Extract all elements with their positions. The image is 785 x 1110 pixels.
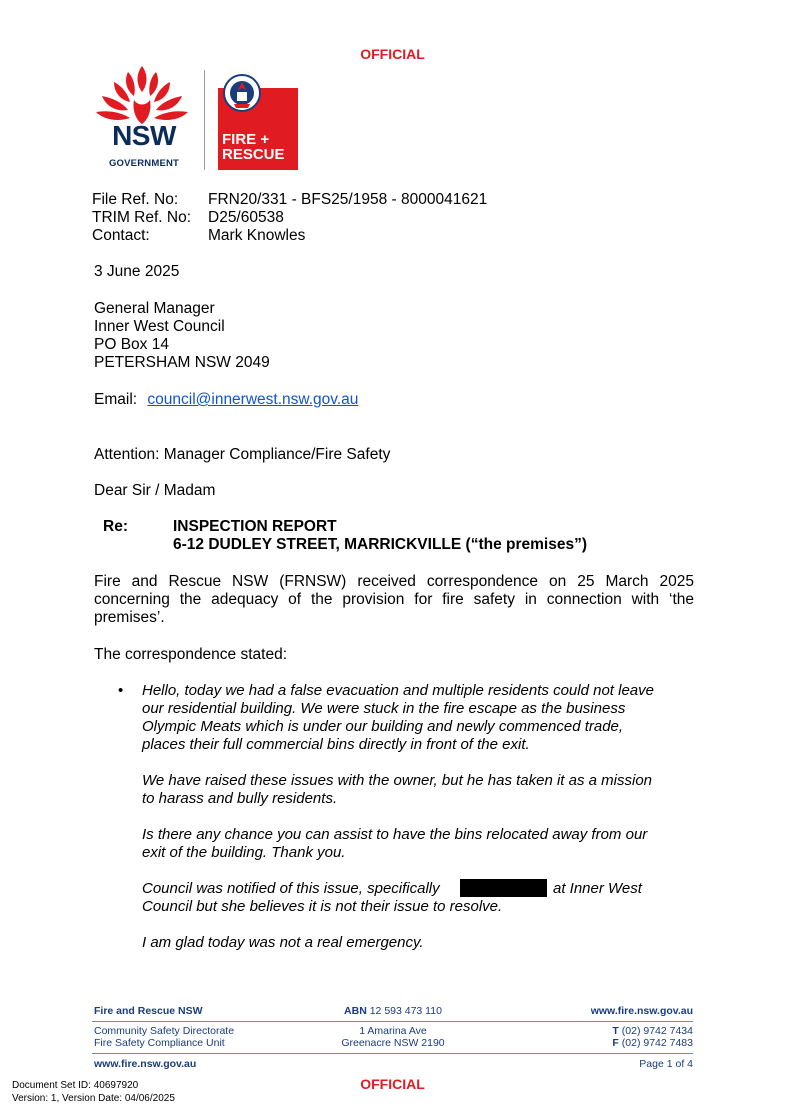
quote-p1-line3: Olympic Meats which is under our building and newly commenced trade, <box>142 718 624 735</box>
footer-tel-label: T <box>612 1025 619 1037</box>
footer-abn-value: 12 593 473 110 <box>369 1005 442 1017</box>
quote-p2-line2: to harass and bully residents. <box>142 790 338 807</box>
footer-page-number: Page 1 of 4 <box>639 1058 693 1070</box>
trim-ref-label: TRIM Ref. No: <box>92 209 192 226</box>
fire-rescue-crest-icon <box>222 72 262 114</box>
body-para1-line1: Fire and Rescue NSW (FRNSW) received correspondence on 25 March 2025 <box>94 573 694 590</box>
footer-dept-2: Fire Safety Compliance Unit <box>94 1037 225 1049</box>
fire-rescue-logo-text <box>222 132 285 162</box>
file-ref-value: FRN20/331 - BFS25/1958 - 8000041621 <box>208 191 488 208</box>
quote-p1-line2: our residential building. We were stuck in the fire escape as the business <box>142 700 626 717</box>
footer-fax-value: (02) 9742 7483 <box>621 1037 693 1049</box>
footer-addr-2: Greenacre NSW 2190 <box>341 1037 445 1049</box>
nsw-logo-text: NSW <box>112 120 176 151</box>
quote-p2-line1: We have raised these issues with the owner, but he has taken it as a mission <box>142 772 652 789</box>
footer-abn-label: ABN <box>344 1005 367 1017</box>
redaction-block <box>460 879 547 897</box>
file-ref-row <box>92 191 487 209</box>
address-line-2: Inner West Council <box>94 318 225 335</box>
quote-p4-line1b: at Inner West <box>553 880 642 897</box>
salutation: Dear Sir / Madam <box>94 482 216 499</box>
quote-p1-line4: places their full commercial bins directly in front of the exit. <box>142 736 530 753</box>
re-line-2: 6-12 DUDLEY STREET, MARRICKVILLE (“the premises”) <box>173 536 587 553</box>
address-line-4: PETERSHAM NSW 2049 <box>94 354 270 371</box>
body-para1-line3: premises’. <box>94 609 165 626</box>
file-ref-label: File Ref. No: <box>92 191 179 208</box>
footer-fax-label: F <box>612 1037 619 1049</box>
re-label: Re: <box>103 518 128 535</box>
logo-divider <box>204 70 205 170</box>
contact-label: Contact: <box>92 227 150 244</box>
email-link[interactable]: council@innerwest.nsw.gov.au <box>147 391 359 408</box>
nsw-waratah-logo <box>94 66 190 126</box>
contact-value: Mark Knowles <box>208 227 306 244</box>
footer-tel <box>493 1025 693 1037</box>
footer-tel-value: (02) 9742 7434 <box>621 1025 693 1037</box>
footer-website-2[interactable]: www.fire.nsw.gov.au <box>94 1058 197 1070</box>
quote-p3-line1: Is there any chance you can assist to have the bins relocated away from our <box>142 826 648 843</box>
address-line-1: General Manager <box>94 300 215 317</box>
quote-bullet: • <box>118 682 124 699</box>
classification-top: OFFICIAL <box>360 46 425 62</box>
letter-date: 3 June 2025 <box>94 263 180 280</box>
footer-org: Fire and Rescue NSW <box>94 1005 203 1017</box>
body-para1-line2: concerning the adequacy of the provision for fire safety in connection with ‘the <box>94 591 694 608</box>
footer-fax <box>493 1037 693 1049</box>
footer-abn <box>293 1005 493 1017</box>
quote-p4-line2: Council but she believes it is not their issue to resolve. <box>142 898 503 915</box>
footer-rule-top <box>92 1021 693 1022</box>
footer-dept-1: Community Safety Directorate <box>94 1025 235 1037</box>
trim-ref-row <box>92 209 284 227</box>
fire-rescue-line2: RESCUE <box>222 146 285 163</box>
quote-p1-line1: Hello, today we had a false evacuation and multiple residents could not leave <box>142 682 654 699</box>
contact-row <box>92 227 305 245</box>
classification-bottom: OFFICIAL <box>360 1076 425 1092</box>
attention-line: Attention: Manager Compliance/Fire Safety <box>94 446 391 463</box>
nsw-logo-subtext: GOVERNMENT <box>108 158 180 169</box>
email-label: Email: <box>94 391 138 408</box>
doc-version: Version: 1, Version Date: 04/06/2025 <box>12 1093 175 1104</box>
re-line-1: INSPECTION REPORT <box>173 518 337 535</box>
footer-addr-1: 1 Amarina Ave <box>359 1025 427 1037</box>
fire-rescue-line1: FIRE + <box>222 131 270 148</box>
body-para2: The correspondence stated: <box>94 646 288 663</box>
footer-website[interactable]: www.fire.nsw.gov.au <box>590 1005 693 1017</box>
address-line-3: PO Box 14 <box>94 336 169 353</box>
trim-ref-value: D25/60538 <box>208 209 284 226</box>
footer-rule-bottom <box>92 1053 693 1054</box>
quote-p5: I am glad today was not a real emergency. <box>142 934 424 951</box>
quote-p3-line2: exit of the building. Thank you. <box>142 844 346 861</box>
quote-p4-line1a: Council was notified of this issue, specifically <box>142 880 440 897</box>
doc-set-id: Document Set ID: 40697920 <box>12 1080 139 1091</box>
email-row <box>94 391 358 409</box>
